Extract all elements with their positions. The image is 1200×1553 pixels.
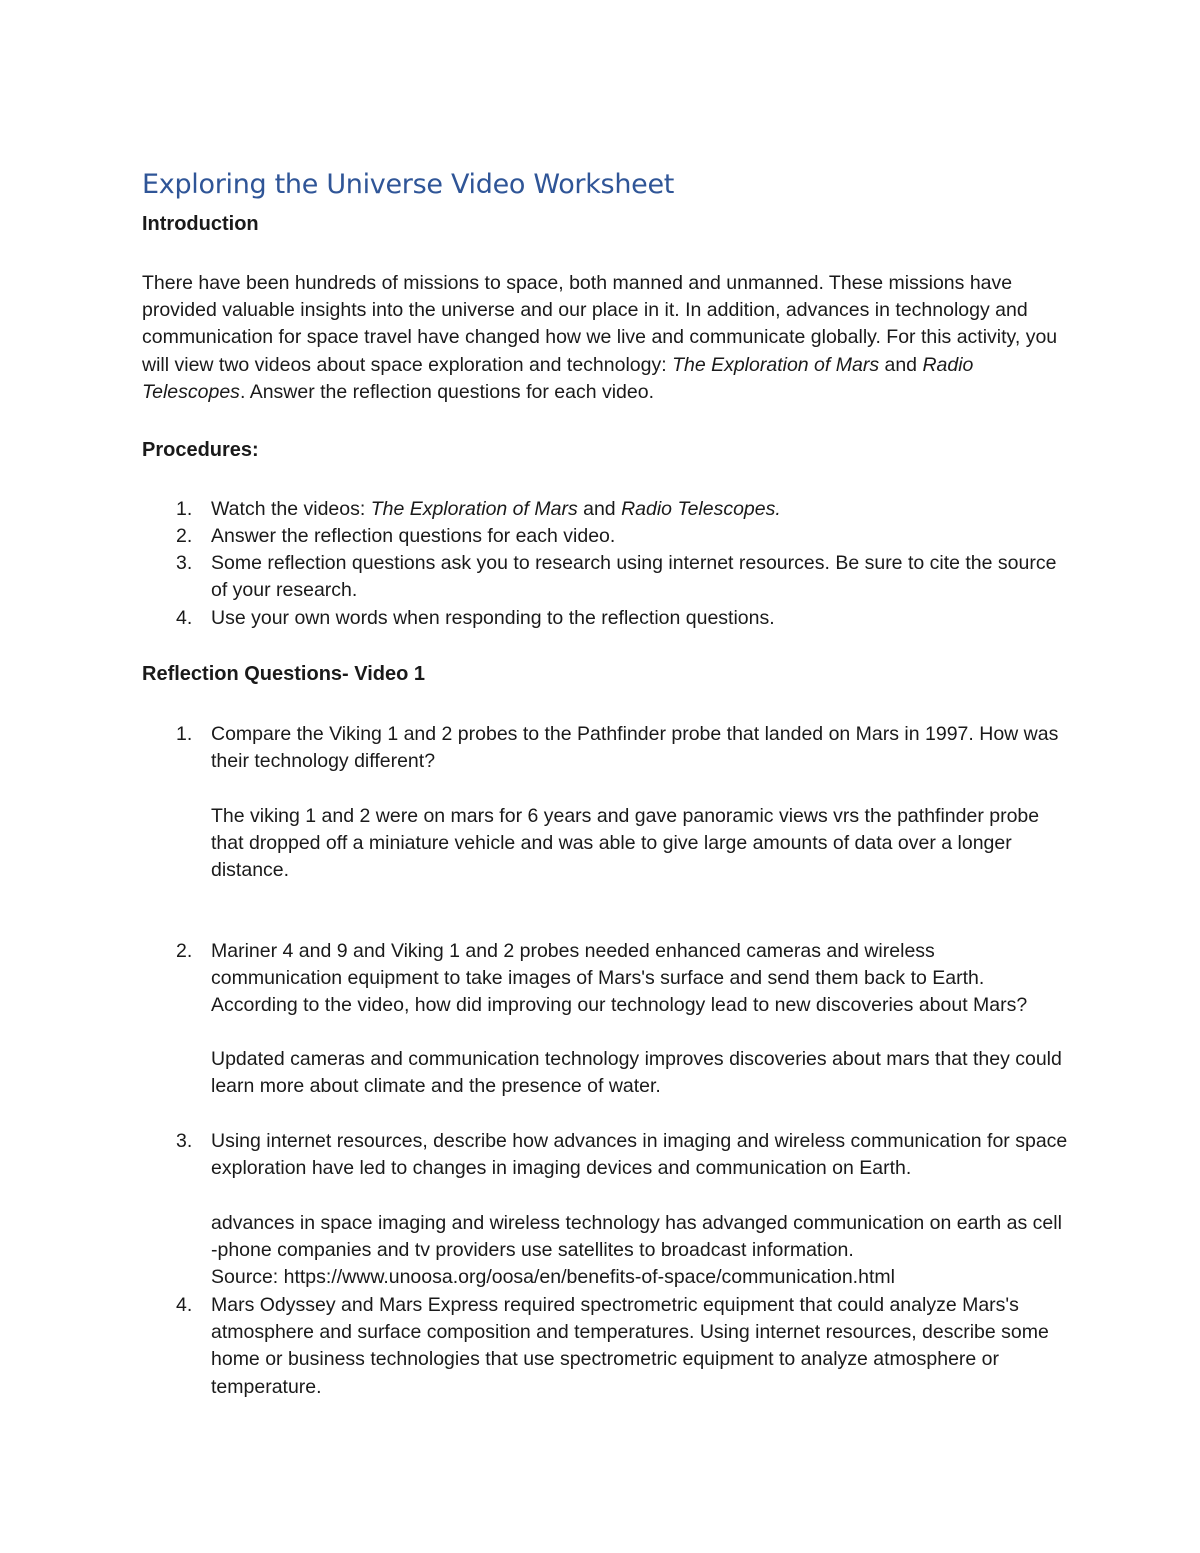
question-text: Using internet resources, describe how advances in imaging and wireless communication for space exploration have led to changes in imaging devices and communication on Earth. xyxy=(211,1130,1068,1180)
list-number: 4. xyxy=(176,607,193,629)
procedures-heading: Procedures: xyxy=(142,439,259,461)
question-number: 1. xyxy=(176,723,193,745)
question-number: 3. xyxy=(176,1130,193,1152)
procedure-1-and: and xyxy=(577,498,622,520)
intro-video-1-title: The Exploration of Mars xyxy=(672,353,880,376)
list-text: Answer the reflection questions for each video. xyxy=(211,525,616,547)
question-text: Mariner 4 and 9 and Viking 1 and 2 probes needed enhanced cameras and wireless communication equipment to take images of Mars's surface and send them back to Earth. According to the video, how did improving our technology lead to new discoveries about Mars? xyxy=(211,940,1028,1017)
reflection-heading: Reflection Questions- Video 1 xyxy=(142,663,426,685)
list-text: Use your own words when responding to the reflection questions. xyxy=(211,607,775,629)
intro-text-part-1: There have been hundreds of missions to space, both manned and unmanned. These missions have provided valuable insights into the universe and our place in it. In addition, advances in technology and communication for space travel have changed how we live and communicate globally. For this activity, you will view two videos about space exploration and technology: xyxy=(142,272,1058,376)
procedure-1-video-1: The Exploration of Mars xyxy=(370,498,578,520)
answer-text: advances in space imaging and wireless technology has advanged communication on earth as cell -phone companies and tv providers use satellites to broadcast information. xyxy=(211,1212,1062,1262)
answer-text: Updated cameras and communication technology improves discoveries about mars that they could learn more about climate and the presence of water. xyxy=(211,1048,1062,1098)
intro-text-part-2: . Answer the reflection questions for each video. xyxy=(239,380,655,403)
introduction-paragraph xyxy=(142,270,1072,406)
list-text: Some reflection questions ask you to research using internet resources. Be sure to cite the source of your research. xyxy=(211,552,1057,602)
introduction-heading: Introduction xyxy=(142,213,259,235)
procedure-1-text: Watch the videos: xyxy=(211,498,371,520)
question-number: 2. xyxy=(176,940,193,962)
document-title: Exploring the Universe Video Worksheet xyxy=(142,169,675,200)
list-number: 1. xyxy=(176,498,193,520)
question-number: 4. xyxy=(176,1294,193,1316)
list-text xyxy=(211,496,1071,523)
question-text: Mars Odyssey and Mars Express required spectrometric equipment that could analyze Mars's atmosphere and surface composition and temperatures. Using internet resources, describe some home or business technologies that use spectrometric equipment to analyze atmosphere or temperature. xyxy=(211,1294,1049,1398)
list-number: 3. xyxy=(176,552,193,574)
source-citation: Source: https://www.unoosa.org/oosa/en/benefits-of-space/communication.html xyxy=(211,1266,895,1288)
procedure-1-video-2: Radio Telescopes. xyxy=(621,498,781,520)
question-text: Compare the Viking 1 and 2 probes to the Pathfinder probe that landed on Mars in 1997. How was their technology different? xyxy=(211,723,1059,773)
answer-text: The viking 1 and 2 were on mars for 6 years and gave panoramic views vrs the pathfinder probe that dropped off a miniature vehicle and was able to give large amounts of data over a longer distance. xyxy=(211,805,1040,882)
intro-video-2-title: Radio Telescopes xyxy=(142,353,974,403)
intro-and: and xyxy=(879,353,923,376)
list-number: 2. xyxy=(176,525,193,547)
